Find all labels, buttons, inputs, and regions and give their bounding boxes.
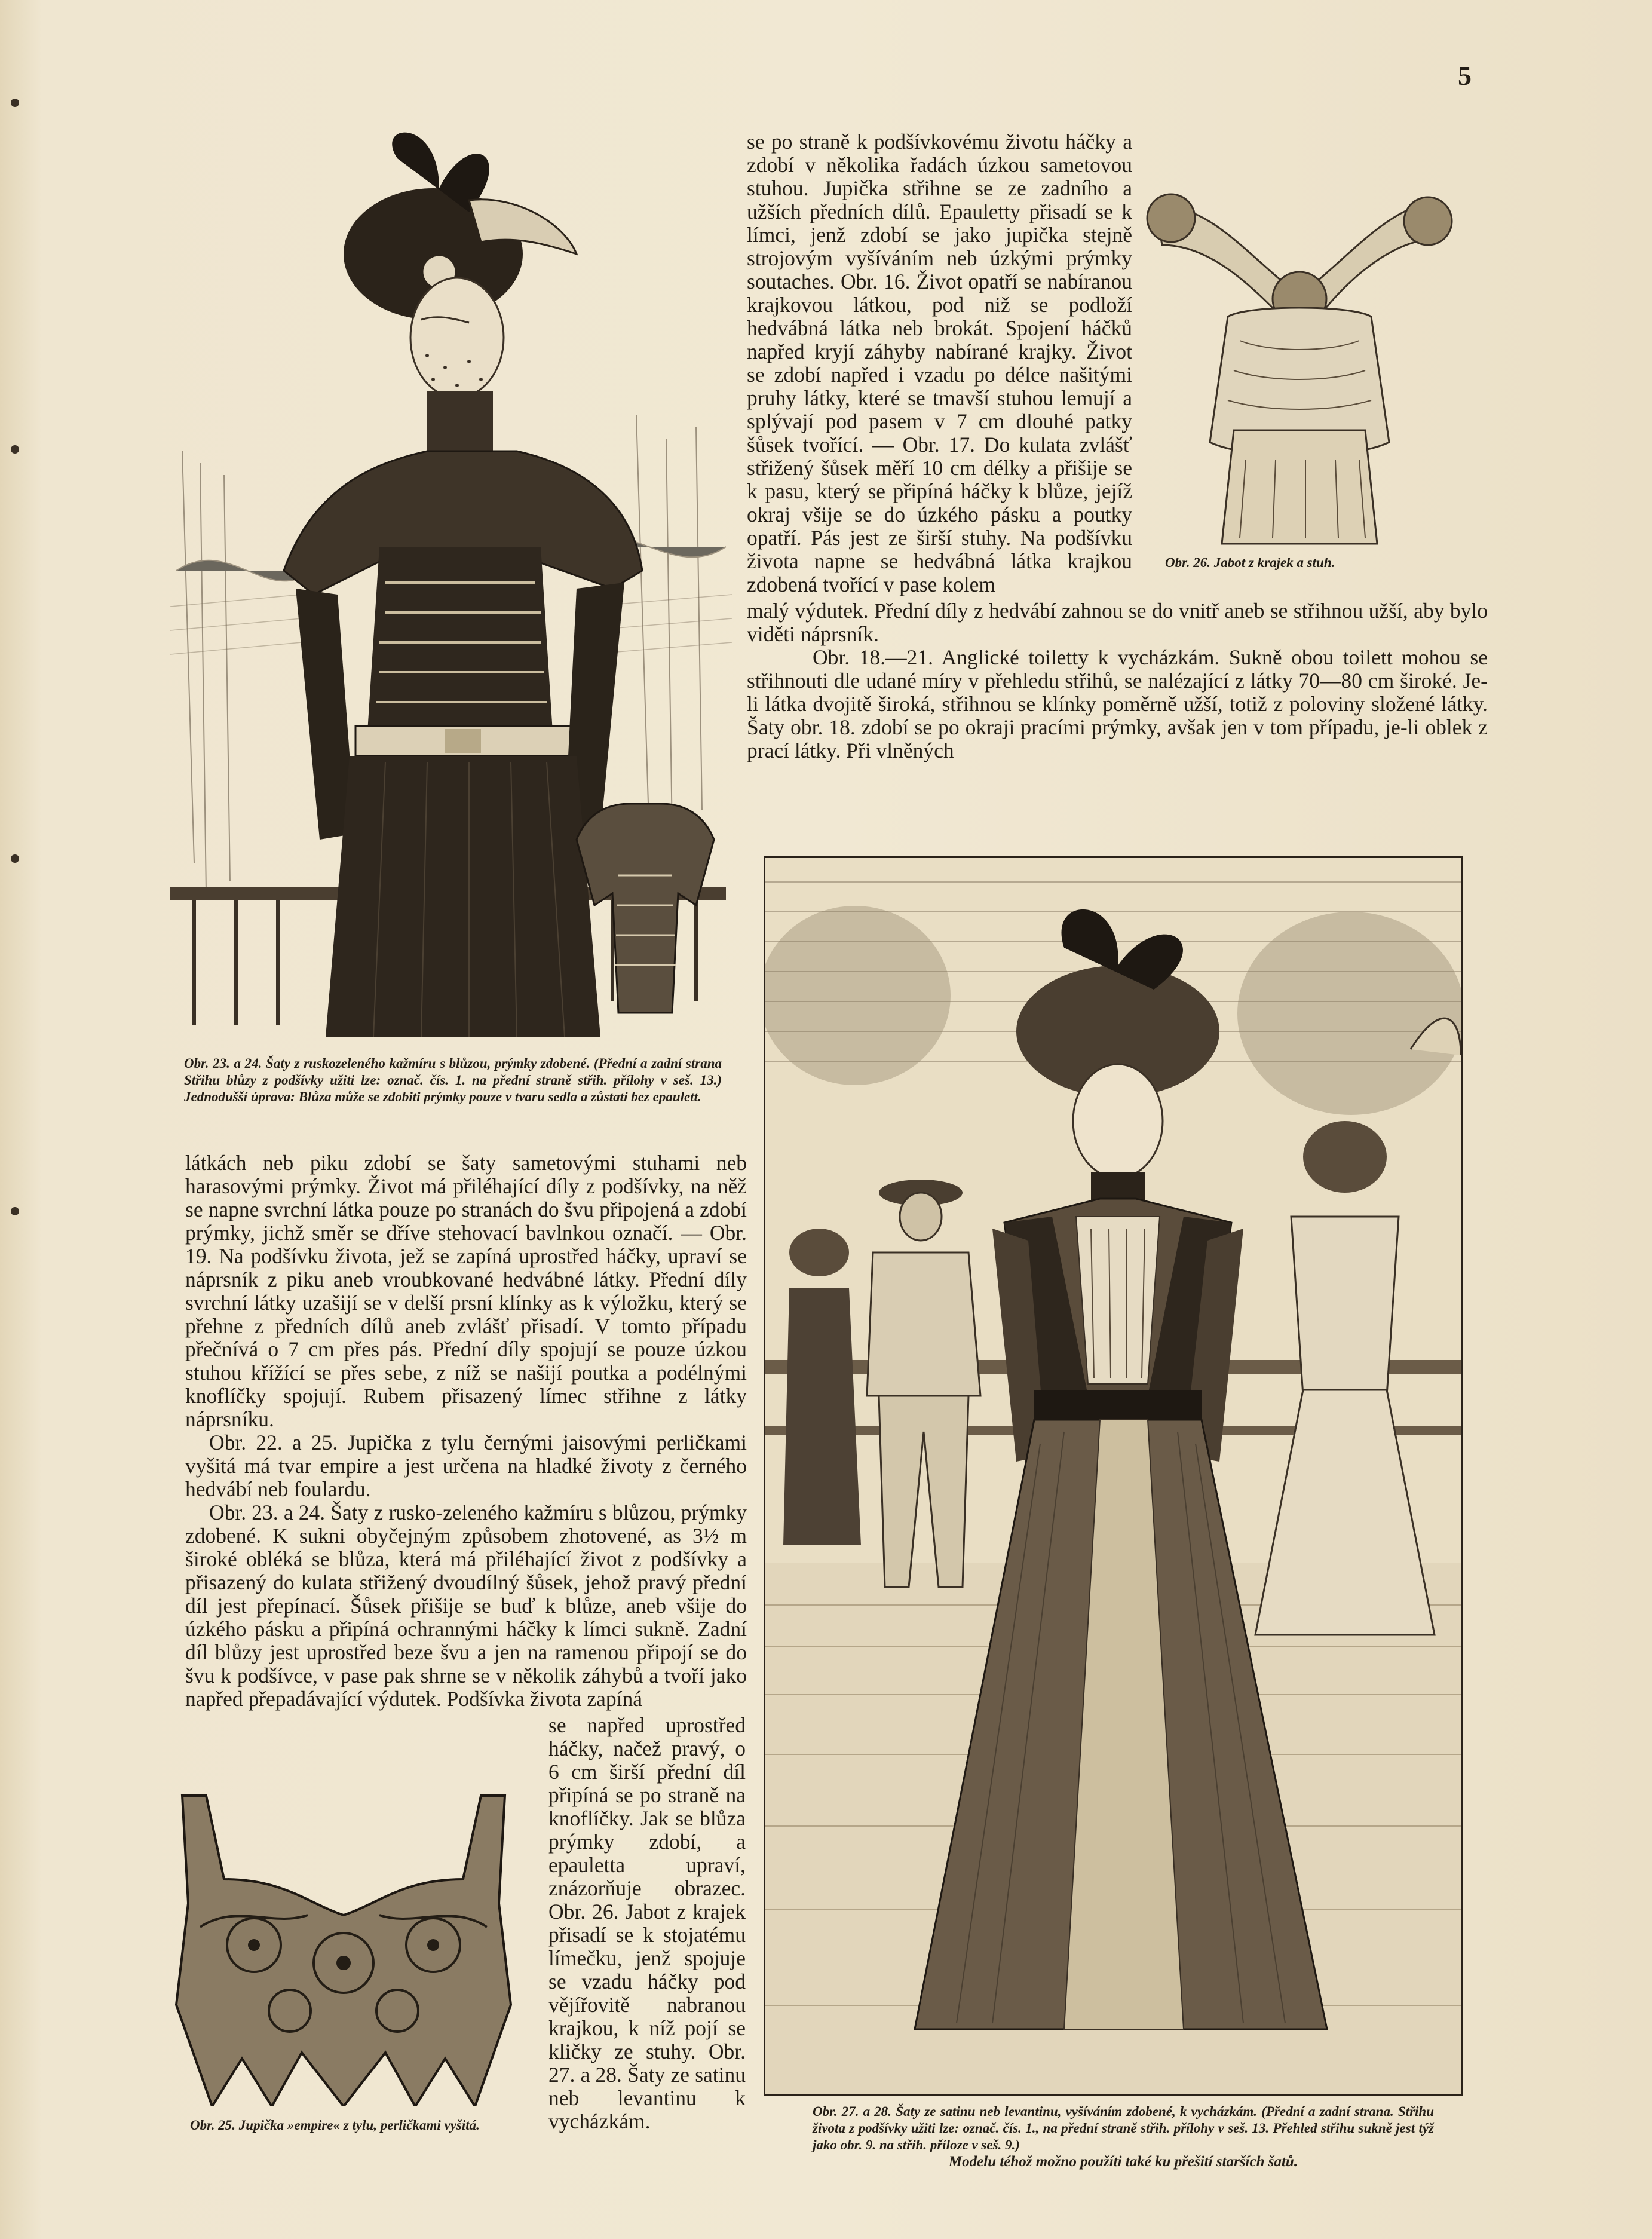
illustration-fig-26 — [1138, 161, 1458, 550]
text-column-narrow — [548, 1714, 746, 2133]
text-column-top-right-b — [747, 599, 1488, 762]
illustration-fig-25 — [164, 1784, 523, 2106]
page-number: 5 — [1458, 60, 1472, 91]
paragraph: malý výdutek. Přední díly z hedvábí zahnou se do vnitř aneb se střihnou užší, aby bylo viděti náprsník. — [747, 599, 1488, 646]
caption-fig-27-28-note: Modelu téhož možno použíti také ku přešití starších šatů. — [948, 2154, 1298, 2170]
binding-hole — [11, 445, 19, 454]
caption-fig-27-28-main: Obr. 27. a 28. Šaty ze satinu neb levantinu, vyšíváním zdobené, k vycházkám. (Přední a zadní strana. Střihu života z podšívky užiti lze: označ. čís. 1., na přední straně střih. přílohy v seš. 13. Přehled střihu sukně jest týž jako obr. 9. na střih. příloze v seš. 9.) — [813, 2104, 1434, 2152]
paragraph: Obr. 18.—21. Anglické toiletty k vycházkám. Sukně obou toilett mohou se střihnouti dle udané míry v přehledu střihů, se nalézající z látky 70—80 cm široké. Je-li látka dvojitě široká, střihnou se klínky poměrně užší, totiž z poloviny složené látky. Šaty obr. 18. zdobí se po okraji pracími prýmky, avšak jen v tom případu, je-li oblek z prací látky. Při vlněných — [747, 645, 1488, 762]
illustration-fig-27-28 — [764, 856, 1463, 2096]
binding-hole — [11, 99, 19, 107]
text-column-left — [185, 1151, 747, 1711]
binding-hole — [11, 854, 19, 863]
paragraph: Obr. 23. a 24. Šaty z rusko-zeleného kažmíru s blůzou, prýmky zdobené. K sukni obyčejným způsobem zhotovené, as 3½ m široké obléká se blůza, která má přiléhající život z podšívky a přisazený do kulata střižený dvoudílný šůsek, jehož pravý přední díl jest přepínací. Šůsek přišije se buď k blůze, aneb všije do úzkého pásku a připíná ochrannými háčky k límci sukně. Zadní díl blůzy jest uprostřed beze švu a jen na ramenou připojí se do švu k podšívce, v pase pak shrne se v několik záhybů a tvoří jako napřed přepadávající výdutek. Podšívka života zapíná — [185, 1500, 747, 1711]
caption-fig-25: Obr. 25. Jupička »empire« z tylu, perličkami vyšitá. — [190, 2118, 480, 2133]
caption-fig-26: Obr. 26. Jabot z krajek a stuh. — [1165, 555, 1335, 570]
paragraph: se po straně k podšívkovému životu háčky a zdobí v několika řadách úzkou sametovou stuhou. Jupička střihne se ze zadního a užších předních dílů. Epauletty přisadí se k límci, jenž zdobí se jako jupička stejně strojovým vyšíváním neb úzkými prýmky soutaches. Obr. 16. Život opatří se nabíranou krajkovou látkou, pod niž se podloží hedvábná látka neb brokát. Spojení háčků napřed kryjí záhyby nabírané krajky. Život se zdobí napřed i vzadu po délce našitými pruhy látky, které se tmavší stuhou lemují a splývají pod pasem v 7 cm dlouhé patky šůsek tvořící. — Obr. 17. Do kulata zvlášť střižený šůsek měří 10 cm délky a přišije se k pasu, který se připíná háčky k blůze, jejíž okraj všije se do úzkého pásku a poutky opatří. Pás jest ze širší stuhy. Na podšívku života napne se hedvábná látka krajkou zdobená tvořící v pase kolem — [747, 130, 1132, 596]
paragraph: Obr. 22. a 25. Jupička z tylu černými jaisovými perličkami vyšitá má tvar empire a jest určena na hladké životy z černého hedvábí neb foulardu. — [185, 1431, 747, 1501]
paragraph: látkách neb piku zdobí se šaty sametovými stuhami neb harasovými prýmky. Život má přiléhající díly z podšívky, na něž se napne svrchní látka pouze po stranách do švu připojená a zdobí prýmky, jichž směr se dříve stehovací bavlnkou označí. — Obr. 19. Na podšívku života, jež se zapíná uprostřed háčky, upraví se náprsník z piku aneb vroubkované hedvábné látky. Přední díly svrchní látky uzašijí se v delší prsní klínky as k výložku, který se přehne z předních dílů aneb zvlášť přisadí. V tomto případu přečnívá o 7 cm přes pás. Přední díly spojují se pouze úzkou stuhou křížící se přes sebe, z níž se našijí poutka a podélnými knoflíčky spojují. Rubem přisazený límec střihne z látky náprsníku. — [185, 1151, 747, 1431]
binding-hole — [11, 1207, 19, 1215]
caption-fig-27-28 — [813, 2103, 1434, 2170]
caption-fig-23-24: Obr. 23. a 24. Šaty z ruskozeleného kažmíru s blůzou, prýmky zdobené. (Přední a zadní strana Střihu blůzy z podšívky užiti lze: označ. čís. 1. na přední straně střih. přílohy v seš. 13.) Jednodušší úprava: Blůza může se zdobiti prýmky pouze v tvaru sedla a zůstati bez epaulett. — [184, 1056, 722, 1104]
paragraph: se napřed uprostřed háčky, načež pravý, o 6 cm širší přední díl připíná se po straně na knoflíčky. Jak se blůza prýmky zdobí, a epauletta upraví, znázorňuje obrazec. Obr. 26. Jabot z krajek přisadí se k stojatému límečku, jenž spojuje se vzadu háčky pod vějířovitě nabranou krajkou, k níž pojí se kličky ze stuhy. Obr. 27. a 28. Šaty ze satinu neb levantinu k vycházkám. — [548, 1713, 746, 2133]
illustration-fig-23-24 — [158, 117, 741, 1037]
text-column-top-right-a — [747, 130, 1132, 596]
